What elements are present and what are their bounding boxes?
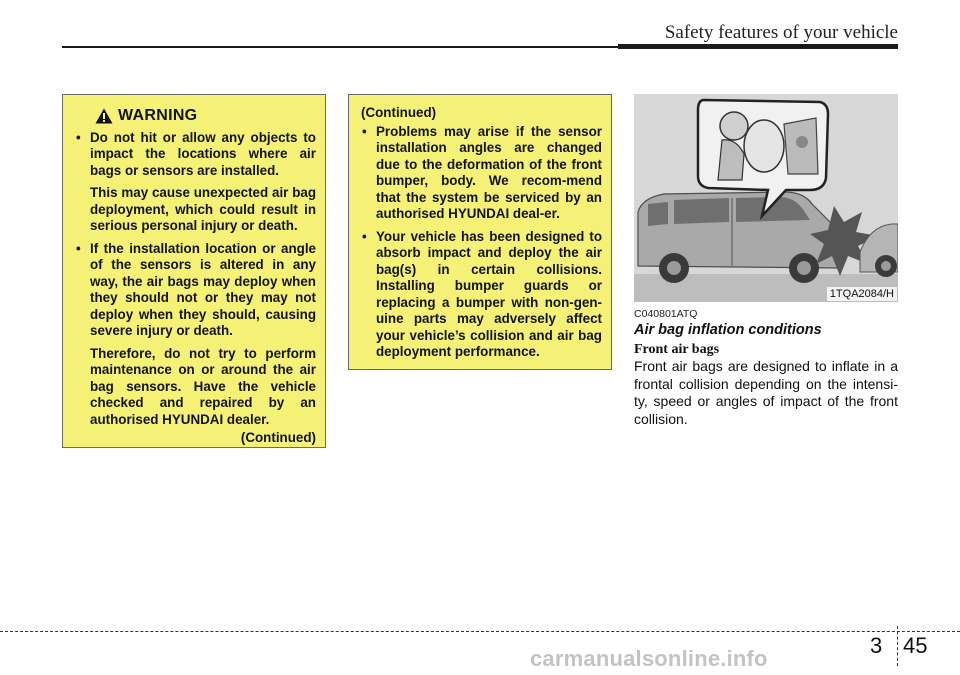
warning-heading-text: WARNING	[118, 107, 198, 124]
page-header-title: Safety features of your vehicle	[664, 22, 898, 43]
footer-rule	[0, 631, 960, 632]
collision-illustration	[634, 94, 898, 302]
watermark: carmanualsonline.info	[530, 646, 768, 671]
section-subtitle: Front air bags	[634, 342, 720, 357]
warning-heading	[95, 108, 316, 125]
warning-box	[62, 94, 326, 448]
section-title: Air bag inflation conditions	[634, 322, 822, 338]
footer-divider	[897, 626, 898, 666]
warning-item-detail: Therefore, do not try to perform maintenance on or around the air bag sensors. Have the vehicle checked and repaired by an authorised HYUNDAI dealer.	[90, 345, 316, 427]
warning-item	[75, 241, 316, 429]
chapter-number: 3	[870, 633, 883, 658]
continued-label: (Continued)	[240, 430, 316, 445]
section-code: C040801ATQ	[634, 308, 698, 320]
warning-triangle-icon	[95, 108, 113, 124]
section-body: Front air bags are designed to inflate in a frontal collision depending on the intensi-ty, speed or angles of impact of the front collision.	[634, 358, 898, 427]
warning-item	[75, 130, 316, 235]
warning-continued-box	[348, 94, 612, 370]
warning-item-detail: This may cause unexpected air bag deployment, which could result in serious personal injury or death.	[90, 185, 316, 233]
warning-item-text: Do not hit or allow any objects to impact the locations where air bags or sensors are installed.	[90, 129, 316, 178]
warning-item: • Problems may arise if the sensor installation angles are changed due to the deformation of the front bumper, body. We recom-mend that the system be serviced by an authorised HYUNDAI deal-er.	[361, 124, 602, 223]
warning-list	[75, 130, 316, 429]
header-rule-accent	[618, 44, 898, 49]
airbag-illustration	[634, 94, 898, 302]
page-number: 45	[903, 633, 928, 658]
warning-item: • Your vehicle has been designed to absorb impact and deploy the air bag(s) in certain collisions. Installing bumper guards or replacing a bumper with non-gen-uine parts may adversely affect your vehicle’s collision and air bag deployment performance.	[361, 229, 602, 361]
figure-code-label: 1TQA2084/H	[827, 287, 897, 301]
warning-list	[361, 124, 602, 361]
continued-label: (Continued)	[361, 105, 437, 120]
warning-item-text: If the installation location or angle of the sensors is altered in any way, the air bags may deploy when they should not or they may not deploy when they should, causing severe injury or death.	[90, 240, 316, 338]
